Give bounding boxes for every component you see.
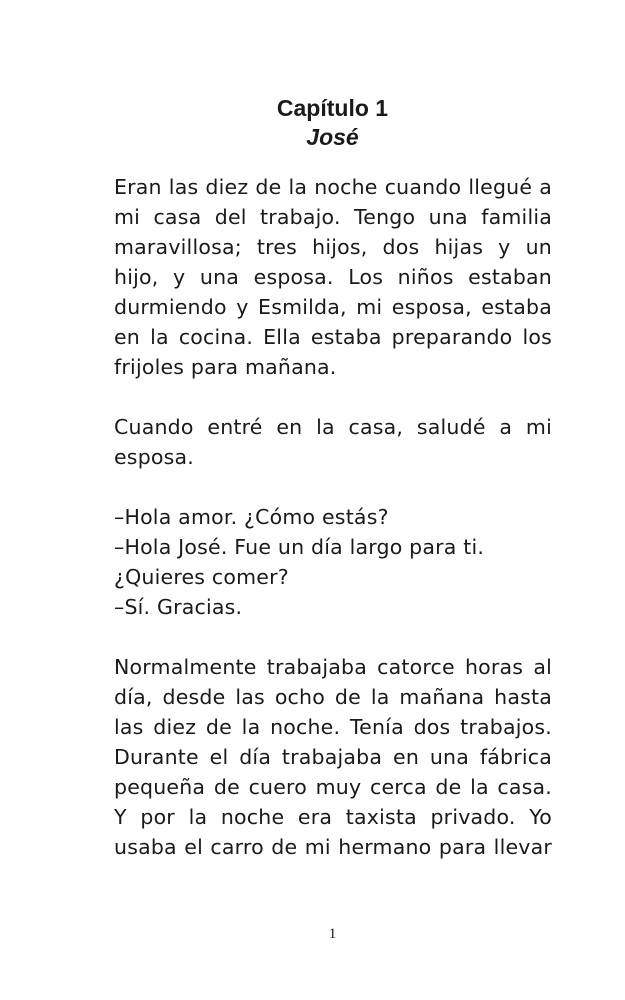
paragraph: Normalmente trabajaba catorce horas al día, desde las ocho de la mañana hasta las diez de la noche. Tenía dos trabajos. Durante el día trabajaba en una fábrica pequeña de cuero muy cerca de la casa. Y por la noche era taxista privado. Yo usaba el carro de mi hermano para llevar [114, 655, 552, 859]
dialogue-line: –Sí. Gracias. [114, 595, 243, 619]
chapter-body [114, 172, 552, 892]
dialogue-line: –Hola José. Fue un día largo para ti. ¿Quieres comer? [114, 535, 485, 589]
dialogue-line: –Hola amor. ¿Cómo estás? [114, 505, 389, 529]
page-number: 1 [328, 926, 337, 942]
chapter-heading [0, 94, 625, 152]
dialogue-block [114, 502, 552, 622]
chapter-title: Capítulo 1 [276, 95, 389, 121]
chapter-subtitle: José [306, 124, 359, 150]
paragraph: Eran las diez de la noche cuando llegué a mi casa del trabajo. Tengo una familia maravillosa; tres hijos, dos hijas y un hijo, y una esposa. Los niños estaban durmiendo y Esmilda, mi esposa, estaba en la cocina. Ella estaba preparando los frijoles para mañana. [114, 175, 552, 379]
paragraph: Cuando entré en la casa, saludé a mi esposa. [114, 415, 552, 469]
